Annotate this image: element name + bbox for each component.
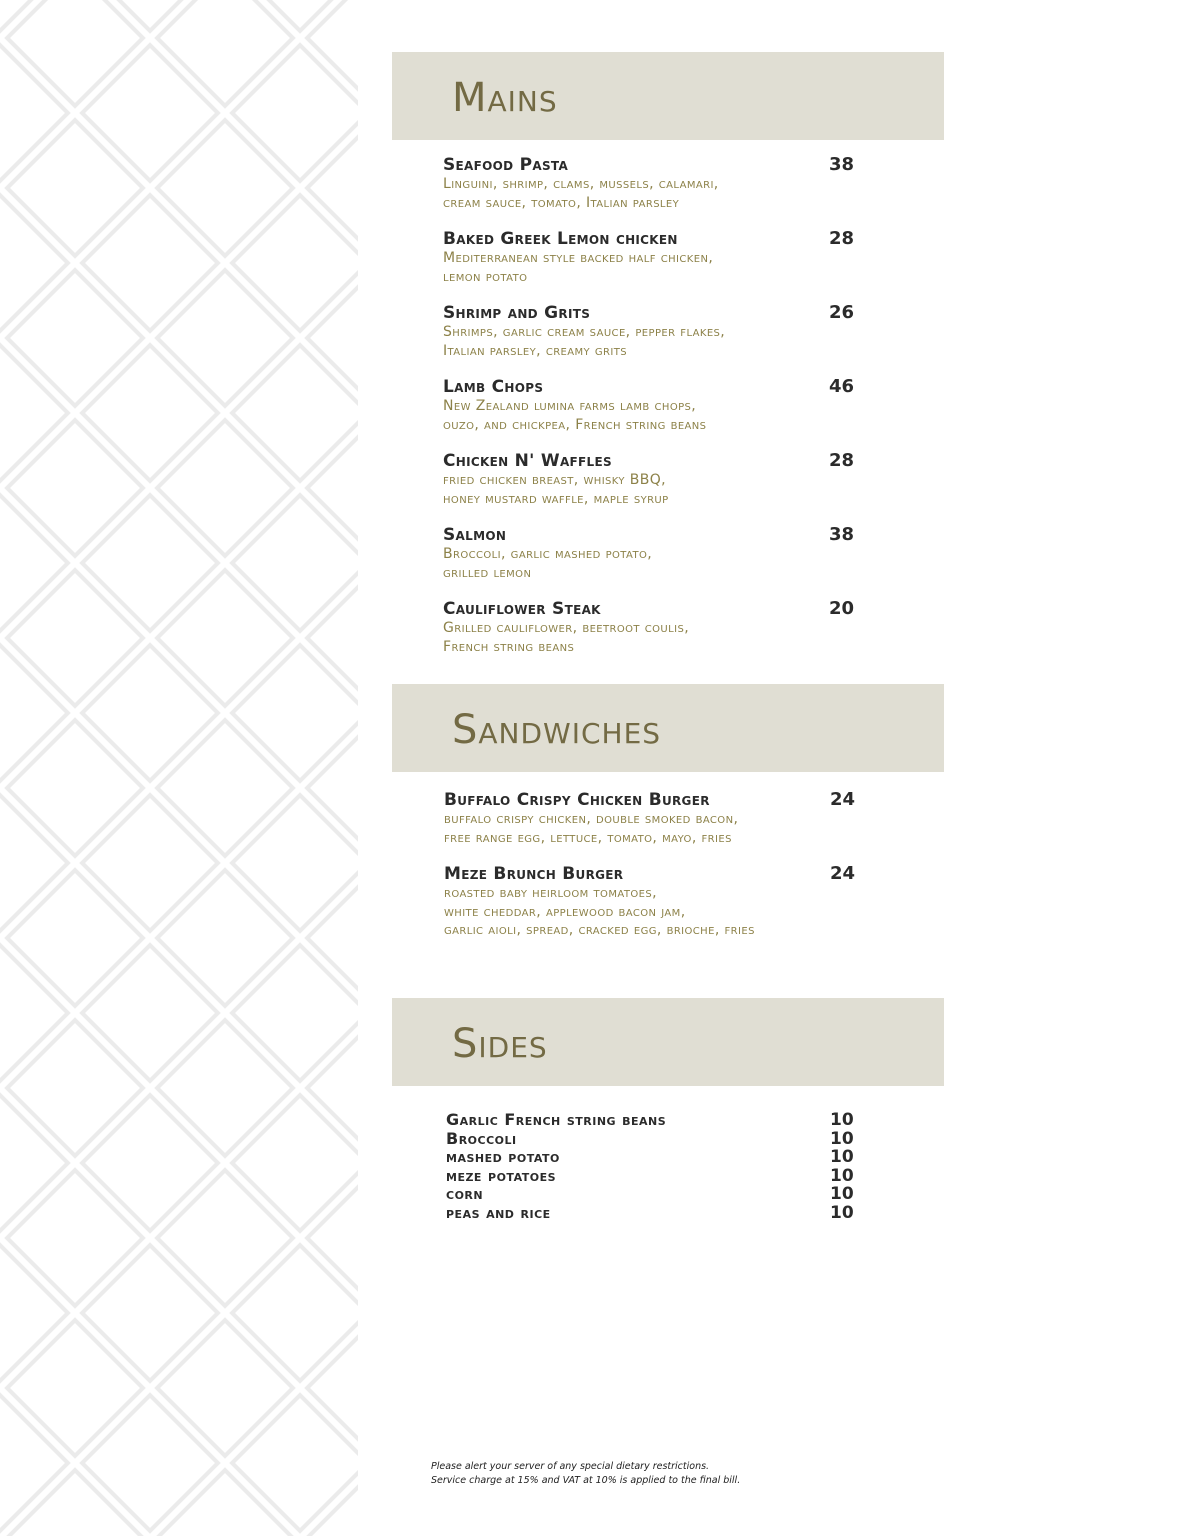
lattice-pattern-decoration [0, 0, 358, 1536]
item-description: ouzo, and chickpea, French string beans [443, 416, 707, 433]
sides-header [392, 998, 944, 1086]
item-price: 28 [829, 228, 855, 249]
item-description: Mediterranean style backed half chicken, [443, 250, 714, 266]
item-name: Cauliflower Steak [443, 599, 601, 619]
item-description: cream sauce, tomato, Italian parsley [443, 194, 680, 211]
item-description: fried chicken breast, whisky BBQ, [443, 472, 667, 488]
menu-item [443, 155, 863, 212]
item-price: 46 [829, 376, 855, 397]
side-price: 10 [830, 1147, 854, 1167]
menu-item [443, 451, 863, 508]
side-price: 10 [830, 1128, 854, 1149]
item-name: Buffalo Crispy Chicken Burger [444, 790, 710, 810]
side-price: 10 [830, 1184, 854, 1204]
item-description: honey mustard waffle, maple syrup [443, 490, 669, 507]
side-item [446, 1167, 866, 1186]
item-price: 38 [829, 154, 855, 175]
item-price: 28 [829, 450, 855, 471]
item-description: French string beans [443, 638, 575, 655]
item-description: grilled lemon [443, 564, 532, 581]
side-item [446, 1185, 866, 1204]
menu-item [443, 229, 863, 286]
menu-item [443, 377, 863, 434]
item-description: white cheddar, applewood bacon jam, [444, 903, 686, 920]
menu-item [444, 864, 864, 940]
menu-item [444, 790, 864, 847]
item-description: Italian parsley, creamy grits [443, 342, 627, 359]
item-name: Meze Brunch Burger [444, 864, 624, 884]
side-name: peas and rice [446, 1202, 551, 1222]
menu-item [443, 599, 863, 656]
item-price: 20 [829, 598, 855, 619]
item-name: Chicken N' Waffles [443, 451, 612, 471]
item-description: Broccoli, garlic mashed potato, [443, 546, 653, 562]
side-name: mashed potato [446, 1147, 560, 1166]
sides-list [446, 1111, 866, 1222]
sandwiches-header [392, 684, 944, 772]
item-name: Seafood Pasta [443, 155, 569, 175]
item-description: roasted baby heirloom tomatoes, [444, 885, 657, 901]
item-description: free range egg, lettuce, tomato, mayo, fries [444, 829, 732, 846]
footer-line-service-charge: Service charge at 15% and VAT at 10% is applied to the final bill. [431, 1475, 741, 1486]
menu-item [443, 303, 863, 360]
item-name: Salmon [443, 525, 507, 545]
side-name: Garlic French string beans [446, 1110, 667, 1129]
item-price: 38 [829, 524, 855, 545]
item-name: Baked Greek Lemon chicken [443, 229, 678, 249]
side-price: 10 [830, 1165, 854, 1186]
side-item [446, 1130, 866, 1149]
item-description: New Zealand lumina farms lamb chops, [443, 398, 697, 414]
side-price: 10 [830, 1110, 854, 1130]
sides-title: Sides [452, 1021, 548, 1067]
mains-title: Mains [452, 75, 558, 121]
side-item [446, 1111, 866, 1130]
side-name: corn [446, 1184, 484, 1203]
item-description: Shrimps, garlic cream sauce, pepper flakes, [443, 324, 726, 340]
item-price: 24 [830, 789, 856, 810]
item-description: garlic aioli, spread, cracked egg, brioche, fries [444, 922, 755, 938]
footer-line-dietary: Please alert your server of any special dietary restrictions. [431, 1461, 710, 1472]
item-price: 24 [830, 863, 856, 884]
item-description: lemon potato [443, 268, 528, 285]
item-name: Shrimp and Grits [443, 303, 591, 323]
item-description: Grilled cauliflower, beetroot coulis, [443, 620, 690, 636]
item-description: Linguini, shrimp, clams, mussels, calamari, [443, 176, 719, 192]
item-name: Lamb Chops [443, 377, 544, 397]
item-price: 26 [829, 302, 855, 323]
side-name: Broccoli [446, 1128, 517, 1148]
footer-note [431, 1460, 740, 1488]
side-price: 10 [830, 1202, 854, 1223]
item-description: buffalo crispy chicken, double smoked bacon, [444, 811, 739, 827]
side-item [446, 1148, 866, 1167]
side-item [446, 1204, 866, 1223]
mains-header [392, 52, 944, 140]
side-name: meze potatoes [446, 1165, 557, 1185]
sandwiches-title: Sandwiches [452, 707, 662, 753]
menu-item [443, 525, 863, 582]
